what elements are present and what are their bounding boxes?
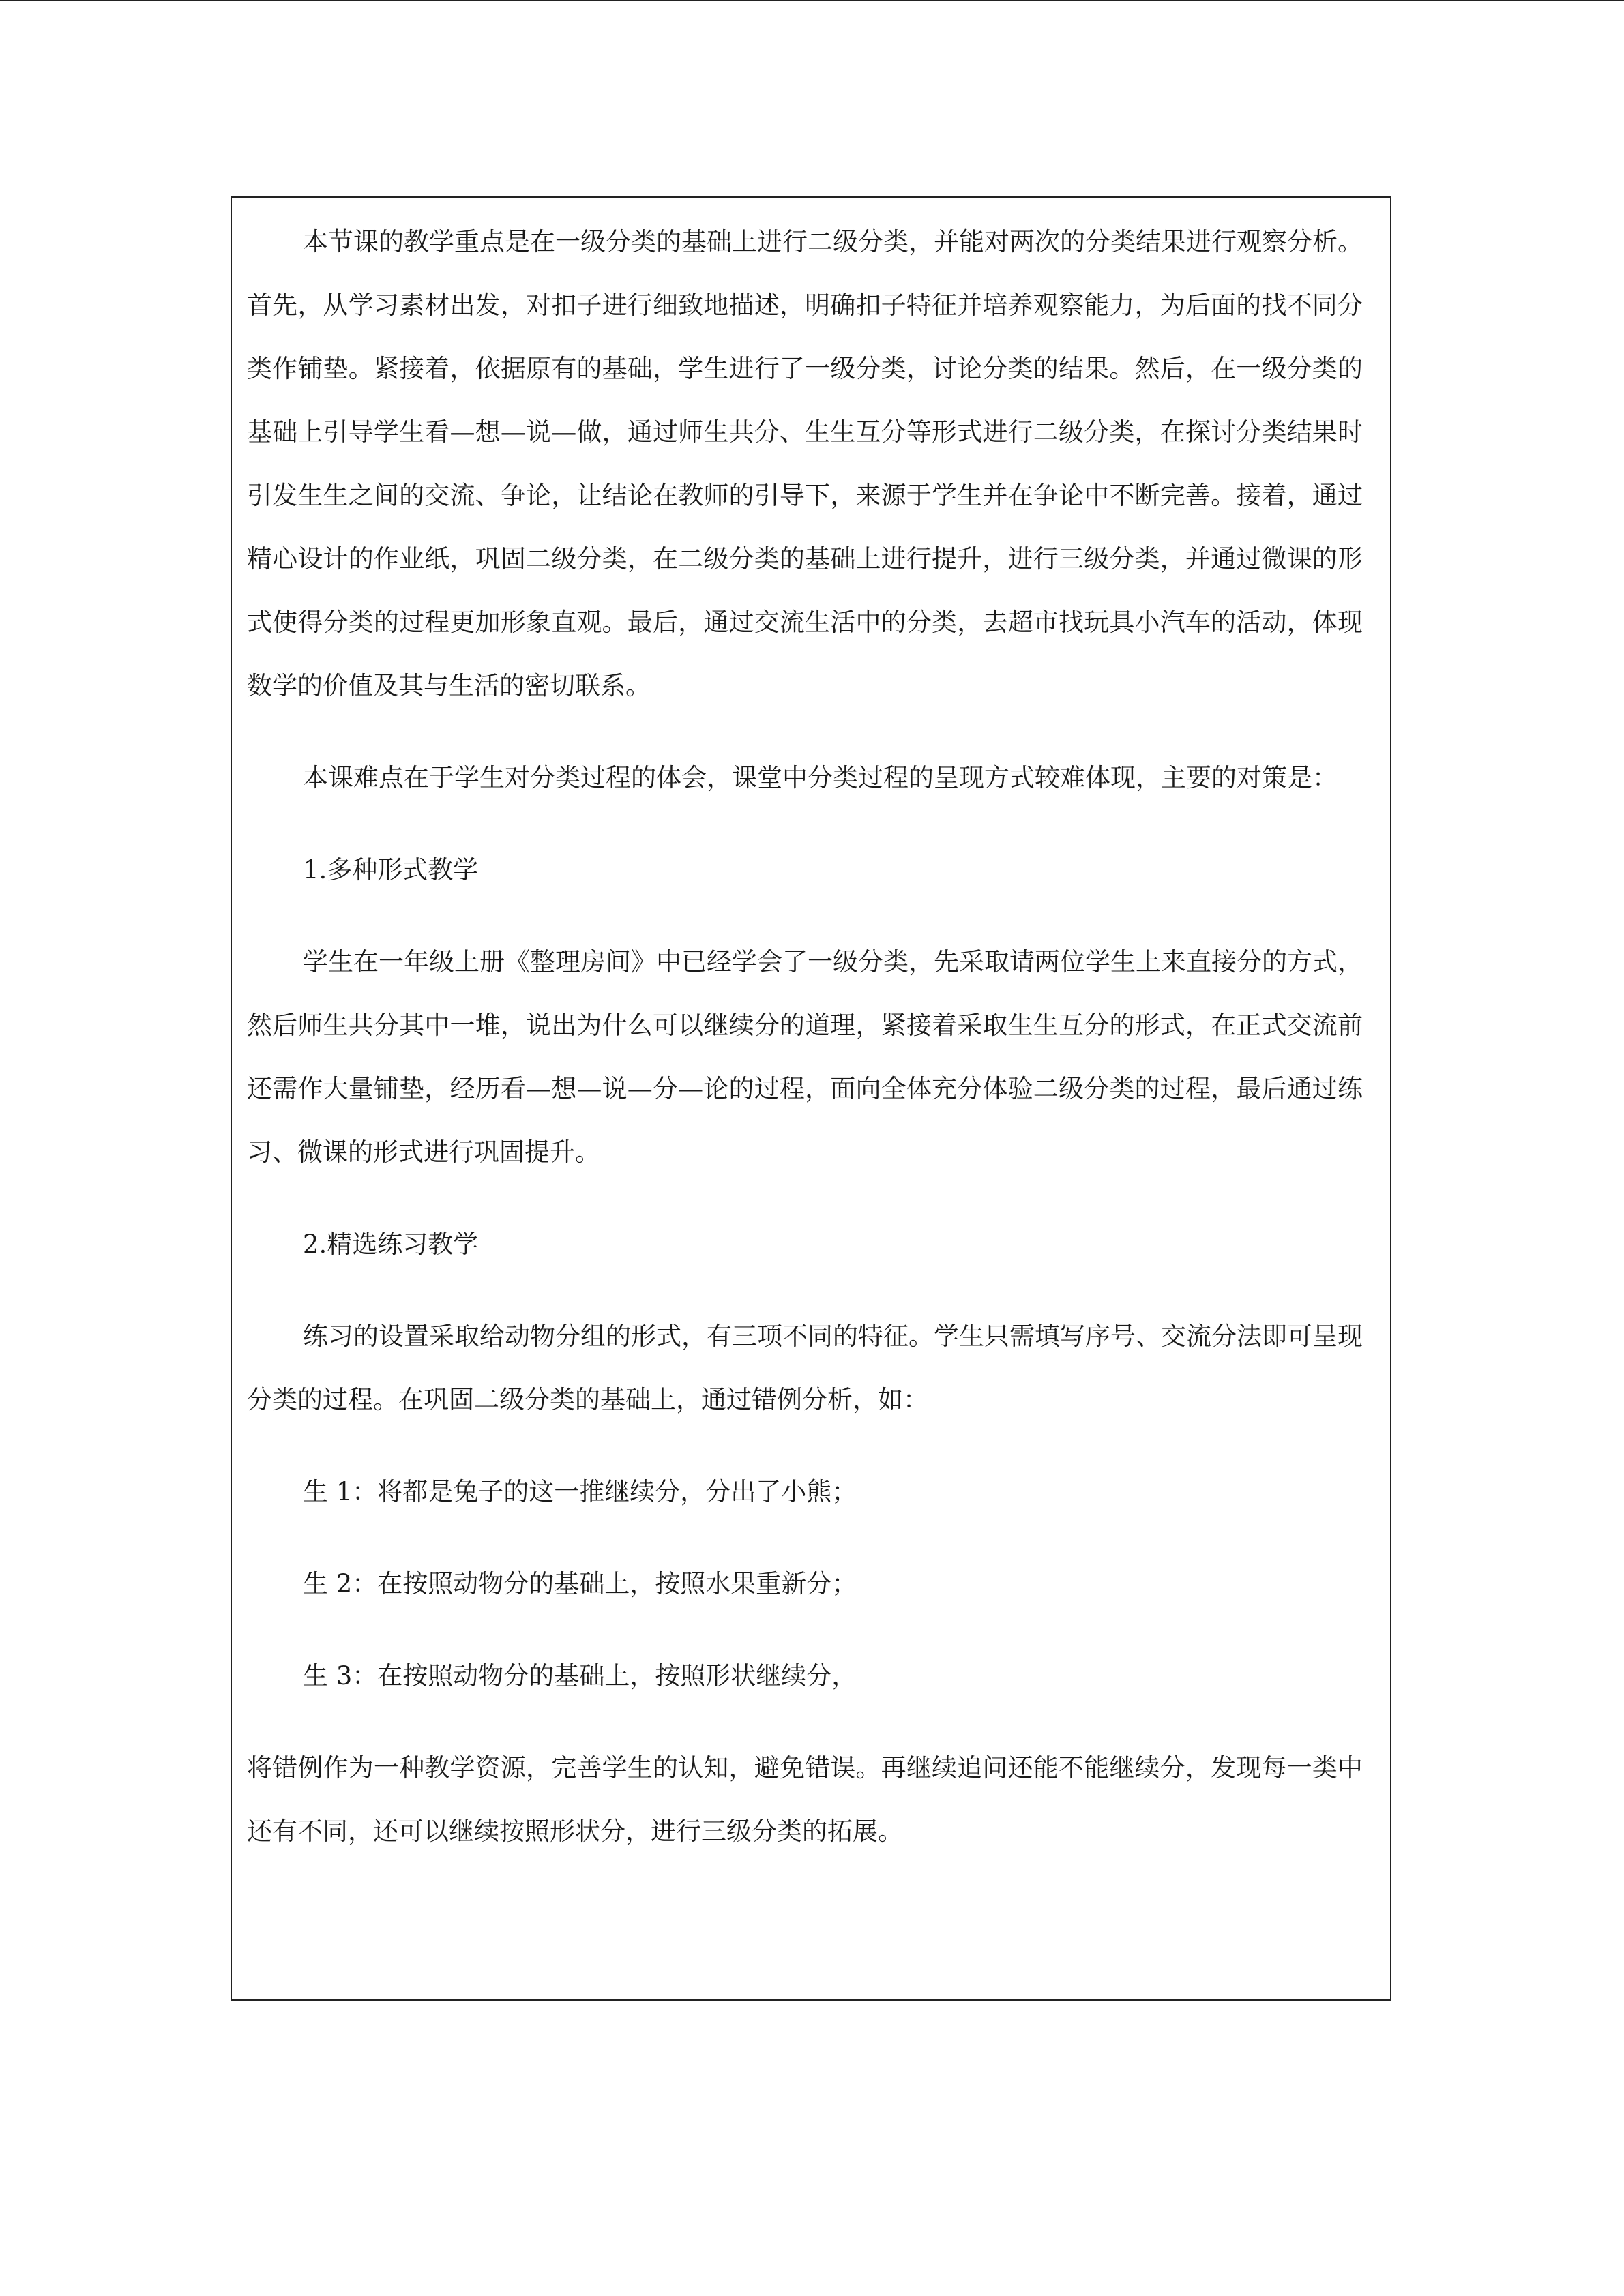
paragraph-exercises: 练习的设置采取给动物分组的形式，有三项不同的特征。学生只需填写序号、交流分法即可呈现分类的过程。在巩固二级分类的基础上，通过错例分析，如： — [247, 1322, 1363, 1414]
paragraph-teaching-focus: 本节课的教学重点是在一级分类的基础上进行二级分类，并能对两次的分类结果进行观察分析。首先，从学习素材出发，对扣子进行细致地描述，明确扣子特征并培养观察能力，为后面的找不同分类作铺垫。紧接着，依据原有的基础，学生进行了一级分类，讨论分类的结果。然后，在一级分类的基础上引导学生看—想—说—做，通过师生共分、生生互分等形式进行二级分类，在探讨分类结果时引发生生之间的交流、争论，让结论在教师的引导下，来源于学生并在争论中不断完善。接着，通过精心设计的作业纸，巩固二级分类，在二级分类的基础上进行提升，进行三级分类，并通过微课的形式使得分类的过程更加形象直观。最后，通过交流生活中的分类，去超市找玩具小汽车的活动，体现数学的价值及其与生活的密切联系。 — [247, 227, 1363, 700]
page-top-rule — [0, 0, 1624, 1]
student-example-2: 生 2：在按照动物分的基础上，按照水果重新分； — [303, 1569, 857, 1598]
student-example-3: 生 3：在按照动物分的基础上，按照形状继续分， — [303, 1661, 857, 1690]
text-frame — [231, 196, 1391, 2001]
heading-multiple-forms: 1.多种形式教学 — [303, 855, 479, 884]
student-example-1: 生 1：将都是兔子的这一推继续分，分出了小熊； — [303, 1477, 857, 1506]
paragraph-multiple-forms: 学生在一年级上册《整理房间》中已经学会了一级分类，先采取请两位学生上来直接分的方式，然后师生共分其中一堆，说出为什么可以继续分的道理，紧接着采取生生互分的形式，在正式交流前还需作大量铺垫，经历看—想—说—分—论的过程，面向全体充分体验二级分类的过程，最后通过练习、微课的形式进行巩固提升。 — [247, 947, 1363, 1167]
paragraph-error-analysis: 将错例作为一种教学资源，完善学生的认知，避免错误。再继续追问还能不能继续分，发现每一类中还有不同，还可以继续按照形状分，进行三级分类的拓展。 — [247, 1753, 1363, 1846]
heading-selected-exercises: 2.精选练习教学 — [303, 1229, 479, 1259]
paragraph-difficulty: 本课难点在于学生对分类过程的体会，课堂中分类过程的呈现方式较难体现，主要的对策是： — [303, 763, 1338, 792]
